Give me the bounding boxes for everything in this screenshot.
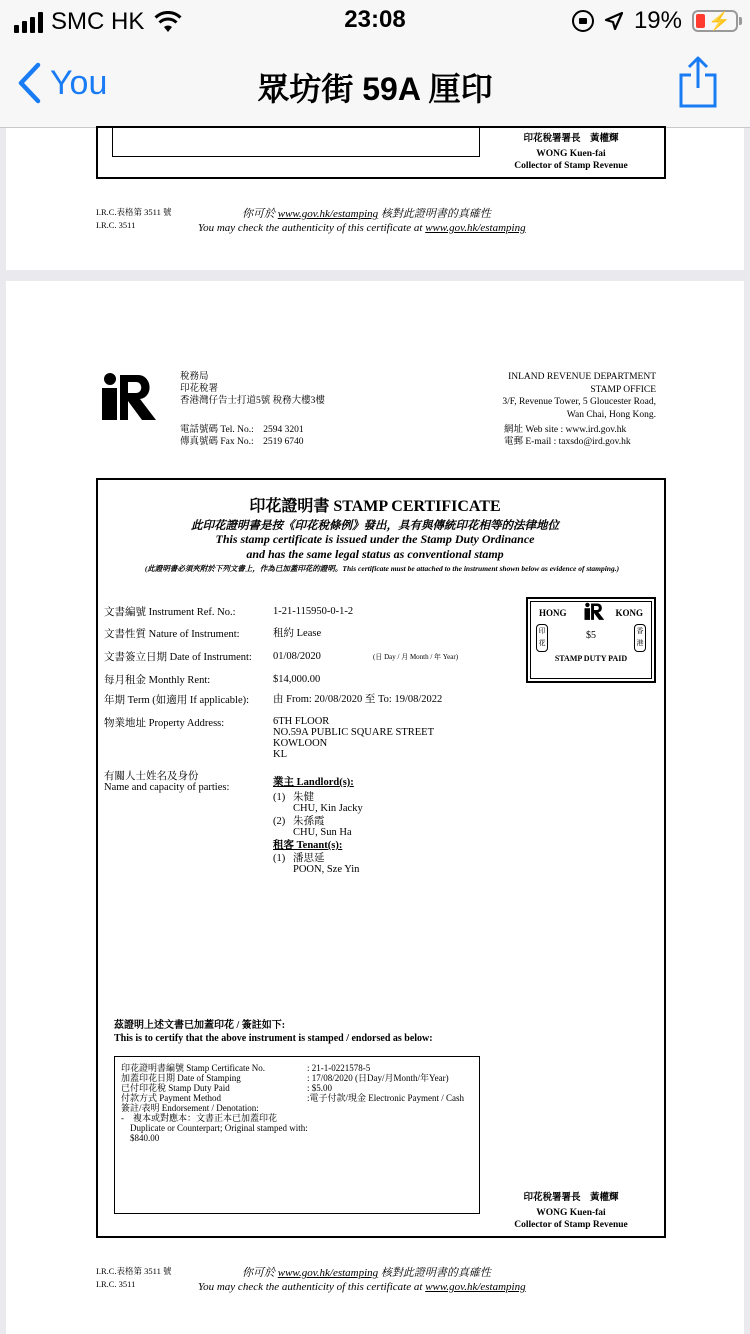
list-item — [273, 853, 363, 864]
status-bar — [0, 0, 750, 40]
signature-title: Collector of Stamp Revenue — [514, 161, 628, 171]
carrier-name: SMC HK — [51, 8, 145, 35]
address-en-1: 3/F, Revenue Tower, 5 Gloucester Road, — [502, 397, 656, 407]
detail-value: : 17/08/2020 (日Day/月Month/年Year) — [307, 1073, 449, 1083]
field-value-rent: $14,000.00 — [273, 674, 321, 685]
stamp-amount: $5 — [586, 630, 596, 641]
clock: 23:08 — [344, 6, 406, 33]
parties-label-en: Name and capacity of parties: — [104, 782, 230, 793]
detail-row — [121, 1063, 473, 1073]
address-line: NO.59A PUBLIC SQUARE STREET — [273, 727, 435, 738]
signature-zh: 印花稅署署長 黃權輝 — [523, 1193, 619, 1203]
certify-statement — [114, 1019, 433, 1045]
authenticity-note-en — [198, 1281, 526, 1293]
field-label-ref: 文書編號 Instrument Ref. No.: — [104, 607, 236, 618]
office-zh: 印花稅署 — [180, 384, 219, 394]
note-zh-pre: 你可於 — [242, 1267, 275, 1279]
note-zh-post: 核對此證明書的真確性 — [380, 208, 491, 220]
party-name-zh: 朱孫霞 — [293, 816, 325, 827]
note-en-pre: You may check the authenticity of this certificate at — [198, 1281, 423, 1293]
field-value-nature: 租約 Lease — [273, 628, 322, 639]
address-zh: 香港灣仔告士打道5號 稅務大樓3樓 — [180, 396, 325, 406]
party-name-en: POON, Sze Yin — [293, 864, 360, 875]
form-number — [96, 1265, 171, 1291]
parties-label-zh: 有關人士姓名及身份 — [104, 771, 199, 782]
endorsement-amount: $840.00 — [121, 1133, 160, 1143]
authenticity-note-zh — [242, 205, 491, 221]
office-en: STAMP OFFICE — [590, 384, 656, 395]
detail-label: 加蓋印花日期 Date of Stamping — [121, 1073, 241, 1083]
party-name-en: CHU, Kin Jacky — [293, 803, 363, 814]
endorsement-line: - 複本或對應本：文書正本已加蓋印花 — [121, 1113, 277, 1123]
authenticity-note-zh — [242, 1264, 491, 1280]
subtitle-en-2: and has the same legal status as conventional stamp — [246, 547, 504, 561]
stamp-ird-logo — [583, 602, 605, 621]
signature-title: Collector of Stamp Revenue — [514, 1220, 628, 1230]
party-number: (1) — [273, 792, 286, 803]
signature-block — [496, 133, 646, 172]
address-line: 6TH FLOOR — [273, 716, 330, 727]
detail-row — [121, 1093, 473, 1103]
certify-en: This is to certify that the above instrument is stamped / endorsed as below: — [114, 1033, 433, 1044]
form-number-zh: I.R.C.表格第 3511 號 — [96, 207, 172, 217]
stamp-chop-right: 香港 — [634, 624, 646, 652]
field-label-rent: 每月租金 Monthly Rent: — [104, 675, 211, 686]
field-label-nature: 文書性質 Nature of Instrument: — [104, 629, 240, 640]
detail-label: 印花證明書編號 Stamp Certificate No. — [121, 1063, 265, 1073]
certificate-title: 印花證明書 STAMP CERTIFICATE — [249, 498, 501, 515]
document-page-1 — [6, 128, 744, 270]
estamping-link-zh[interactable]: www.gov.hk/estamping — [277, 208, 379, 220]
authenticity-note-en — [198, 222, 526, 234]
signature-block — [496, 1192, 646, 1231]
estamping-link-en[interactable]: www.gov.hk/estamping — [425, 1281, 526, 1293]
party-name-en: CHU, Sun Ha — [293, 827, 352, 838]
address-line: KOWLOON — [273, 738, 328, 749]
stamp-kong: KONG — [615, 608, 643, 618]
location-arrow-icon — [604, 11, 624, 31]
field-label-address: 物業地址 Property Address: — [104, 718, 225, 729]
header-address-zh — [180, 371, 325, 407]
fax-number: 傳真號碼 Fax No.: 2519 6740 — [180, 437, 304, 447]
estamping-link-en[interactable]: www.gov.hk/estamping — [425, 222, 526, 234]
estamping-link-zh[interactable]: www.gov.hk/estamping — [277, 1267, 379, 1279]
list-item — [273, 816, 363, 827]
page-title: 眾坊街 59A 厘印 — [257, 71, 493, 107]
header-contact — [180, 424, 304, 448]
document-page-2 — [6, 281, 744, 1334]
detail-box-edge — [112, 126, 480, 157]
detail-label: 已付印花稅 Stamp Duty Paid — [121, 1083, 230, 1093]
certificate-footer — [6, 206, 744, 246]
form-number-en: I.R.C. 3511 — [96, 220, 136, 230]
tel-number: 電話號碼 Tel. No.: 2594 3201 — [180, 425, 304, 435]
detail-value: :電子付款/現金 Electronic Payment / Cash — [307, 1093, 464, 1103]
rotation-lock-icon — [572, 10, 594, 32]
header-address-en — [502, 371, 656, 421]
property-address — [273, 716, 434, 760]
party-name-zh: 潘思延 — [293, 853, 325, 864]
field-value-date: 01/08/2020 — [273, 651, 321, 662]
battery-percent: 19% — [633, 7, 682, 34]
endorsement-line: Duplicate or Counterpart; Original stamped with: — [121, 1123, 308, 1133]
stamping-details-box — [114, 1056, 480, 1214]
email: 電郵 E-mail : taxsdo@ird.gov.hk — [504, 437, 631, 447]
subtitle-zh: 此印花證明書是按《印花稅條例》發出，具有與傳統印花相等的法律地位 — [191, 520, 559, 532]
note-zh-pre: 你可於 — [242, 208, 275, 220]
list-item — [273, 792, 363, 803]
field-value-ref: 1-21-115950-0-1-2 — [273, 606, 354, 617]
stamp-duty-paid-stamp — [526, 597, 656, 683]
header-web — [504, 424, 631, 448]
parties-list — [273, 777, 363, 875]
form-number-en: I.R.C. 3511 — [96, 1279, 136, 1289]
party-number: (2) — [273, 816, 286, 827]
address-en-2: Wan Chai, Hong Kong. — [566, 409, 656, 420]
parties-label — [104, 771, 229, 793]
stamp-label: STAMP DUTY PAID — [554, 654, 628, 663]
ird-logo — [98, 371, 158, 423]
signature-zh: 印花稅署署長 黃權輝 — [523, 134, 619, 144]
form-number — [96, 206, 171, 232]
detail-row — [121, 1083, 473, 1093]
share-icon[interactable] — [678, 56, 718, 108]
endorsement-label: 簽註/表明 Endorsement / Denotation: — [121, 1103, 259, 1113]
note-en-pre: You may check the authenticity of this certificate at — [198, 222, 423, 234]
detail-value: : $5.00 — [307, 1083, 333, 1093]
website: 網址 Web site : www.ird.gov.hk — [504, 425, 627, 435]
signature-name: WONG Kuen-fai — [536, 1208, 606, 1218]
note-zh-post: 核對此證明書的真確性 — [380, 1267, 491, 1279]
attachment-note: (此證明書必須夾附於下列文書上，作為已加蓋印花的證明。This certificate must be attached to the instrument shown below as evidence of stamping.) — [144, 564, 620, 573]
certificate-footer — [6, 1265, 744, 1305]
tenant-heading: 租客 Tenant(s): — [273, 840, 343, 851]
detail-label: 付款方式 Payment Method — [121, 1093, 221, 1103]
field-value-term: 由 From: 20/08/2020 至 To: 19/08/2022 — [273, 694, 443, 705]
signature-name: WONG Kuen-fai — [536, 149, 606, 159]
detail-value: : 21-1-0221578-5 — [307, 1063, 371, 1073]
subtitle-en-1: This stamp certificate is issued under the Stamp Duty Ordinance — [215, 532, 535, 546]
dept-en: INLAND REVENUE DEPARTMENT — [508, 372, 656, 382]
address-line: KL — [273, 749, 287, 760]
stamp-chop-left: 印花 — [536, 624, 548, 652]
battery-icon: ⚡ — [692, 10, 738, 32]
date-format-hint: (日 Day / 月 Month / 年 Year) — [373, 653, 459, 661]
navigation-bar — [0, 40, 750, 128]
field-label-term: 年期 Term (如適用 If applicable): — [104, 695, 250, 706]
detail-row — [121, 1073, 473, 1083]
landlord-heading: 業主 Landlord(s): — [273, 777, 354, 788]
back-label: You — [50, 63, 108, 102]
field-label-date: 文書簽立日期 Date of Instrument: — [104, 652, 252, 663]
dept-zh: 稅務局 — [180, 372, 209, 382]
stamp-hong: HONG — [539, 608, 567, 618]
form-number-zh: I.R.C.表格第 3511 號 — [96, 1266, 172, 1276]
party-number: (1) — [273, 853, 286, 864]
party-name-zh: 朱健 — [293, 792, 314, 803]
certify-zh: 茲證明上述文書已加蓋印花 / 簽註如下: — [114, 1020, 286, 1031]
status-right — [572, 7, 738, 35]
